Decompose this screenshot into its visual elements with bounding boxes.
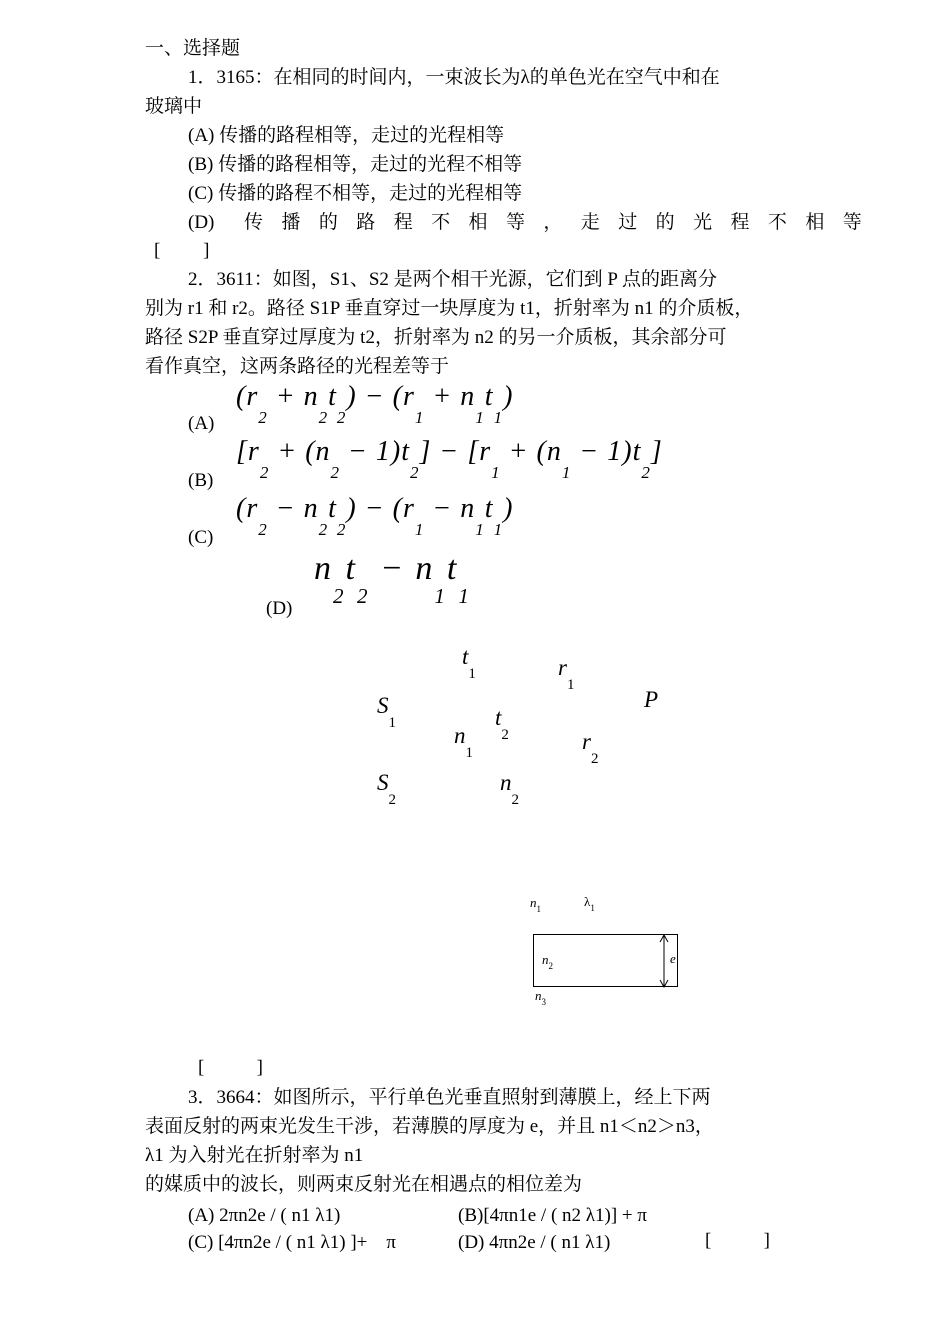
fig-label-p: P [644, 687, 659, 712]
fig-label-r1: $r_1$ [558, 655, 575, 693]
fig-label-t2: $t_2$ [495, 705, 509, 743]
q2-option-b-formula: $[r_2 + (n_2 - 1)t_2] - [r_1 + (n_1 - 1)t_2]$ [236, 436, 663, 482]
q2-option-c-label: (C) [188, 527, 214, 548]
fig-label-s2: $S_2$ [377, 770, 396, 808]
fig-label-r2: $r_2$ [582, 729, 599, 767]
q2-option-c-formula: $(r_2 - n_2t_2) - (r_1 - n_1t_1)$ [236, 493, 514, 539]
q3-option-b: (B)[4πn1e / ( n2 λ1)] + π [458, 1205, 647, 1226]
q1-option-d-label: (D) [188, 212, 215, 233]
q1-answer-bracket: [ ] [154, 240, 210, 261]
section-title: 一、选择题 [145, 38, 241, 59]
q3-answer-bracket: [ ] [705, 1230, 770, 1251]
q2-option-a-formula: $(r_2 + n_2t_2) - (r_1 + n_1t_1)$ [236, 381, 514, 427]
fig-label-n1: $n_1$ [454, 723, 473, 761]
q2-stem-line4: 看作真空，这两条路径的光程差等于 [145, 356, 450, 377]
q2-option-a-label: (A) [188, 413, 215, 434]
q2-stem-line2: 别为 r1 和 r2。路径 S1P 垂直穿过一块厚度为 t1，折射率为 n1 的介质板， [145, 298, 754, 319]
q1-option-c: (C) 传播的路程不相等，走过的光程相等 [188, 183, 523, 204]
q1-option-d-text: 传 播 的 路 程 不 相 等 ， 走 过 的 光 程 不 相 等 [244, 212, 862, 233]
q2-stem-line1: 2．3611：如图，S1、S2 是两个相干光源，它们到 P 点的距离分 [188, 269, 718, 290]
fig3-label-lambda1: $\lambda_1$ [584, 894, 595, 913]
fig3-label-n3: $n_3$ [535, 988, 546, 1007]
q2-option-d-formula: $n_2t_2 - n_1t_1$ [314, 550, 471, 608]
q3-stem-line1: 3．3664：如图所示，平行单色光垂直照射到薄膜上，经上下两 [188, 1087, 711, 1108]
q3-stem-line3: λ1 为入射光在折射率为 n1 [145, 1145, 364, 1166]
q2-answer-bracket: [ ] [198, 1057, 263, 1078]
q3-option-d: (D) 4πn2e / ( n1 λ1) [458, 1232, 611, 1253]
q2-option-d-label: (D) [266, 598, 293, 619]
fig3-label-e: e [670, 951, 676, 966]
q3-stem-line4: 的媒质中的波长，则两束反射光在相遇点的相位差为 [145, 1174, 583, 1195]
q2-option-b-label: (B) [188, 470, 214, 491]
fig3-label-n1: $n_1$ [530, 895, 541, 914]
fig-label-t1: $t_1$ [462, 644, 476, 682]
fig-label-s1: $S_1$ [377, 693, 396, 731]
q1-stem-line1: 1．3165：在相同的时间内，一束波长为λ的单色光在空气中和在 [188, 67, 720, 88]
q1-option-b: (B) 传播的路程相等，走过的光程不相等 [188, 154, 523, 175]
q1-option-a: (A) 传播的路程相等，走过的光程相等 [188, 125, 505, 146]
q2-stem-line3: 路径 S2P 垂直穿过厚度为 t2，折射率为 n2 的另一介质板，其余部分可 [145, 327, 727, 348]
q3-option-c: (C) [4πn2e / ( n1 λ1) ]+ π [188, 1232, 396, 1253]
fig-label-n2: $n_2$ [500, 770, 519, 808]
q1-stem-line2: 玻璃中 [145, 96, 203, 117]
q3-stem-line2: 表面反射的两束光发生干涉，若薄膜的厚度为 e，并且 n1＜n2＞n3， [145, 1116, 714, 1137]
q3-option-a: (A) 2πn2e / ( n1 λ1) [188, 1205, 341, 1226]
fig3-label-n2: $n_2$ [542, 952, 553, 971]
